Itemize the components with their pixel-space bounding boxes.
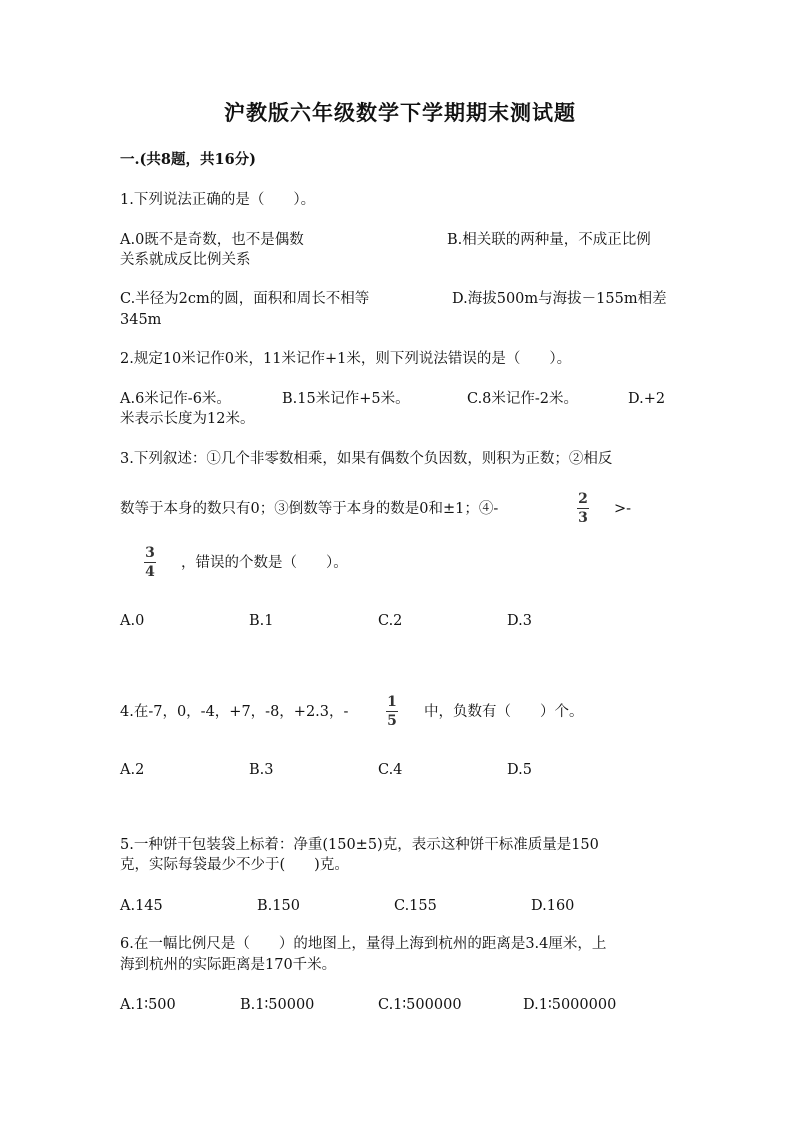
- option-d: D.海拔500m与海拔－155m相差: [452, 291, 667, 307]
- fraction-one-fifth: [382, 694, 402, 729]
- option-d: D.+2: [628, 391, 666, 407]
- option-c: C.半径为2cm的圆，面积和周长不相等: [120, 291, 370, 307]
- option-a: A.2: [120, 762, 145, 778]
- option-b: B.3: [249, 762, 274, 778]
- option-d: D.160: [531, 898, 575, 914]
- option-b: B.1: [249, 613, 274, 629]
- fraction-denominator: 5: [387, 713, 397, 729]
- question-stem-line2-tail: >-: [614, 501, 632, 517]
- fraction-numerator: 3: [145, 545, 155, 561]
- option-d-continuation: 345m: [120, 312, 162, 328]
- question-stem-tail: 中，负数有（ ）个。: [424, 704, 584, 720]
- question-stem-line1: 3.下列叙述：①几个非零数相乘，如果有偶数个负因数，则积为正数；②相反: [120, 451, 613, 467]
- question-stem: 2.规定10米记作0米，11米记作+1米，则下列说法错误的是（ ）。: [120, 351, 572, 367]
- question-stem-line2: 海到杭州的实际距离是170千米。: [120, 957, 337, 973]
- question-stem-line3: ，错误的个数是（ ）。: [181, 555, 348, 571]
- question-stem-line1: 6.在一幅比例尺是（ ）的地图上，量得上海到杭州的距离是3.4厘米，上: [120, 936, 607, 952]
- option-c: C.8米记作-2米。: [467, 391, 579, 407]
- question-stem: 1.下列说法正确的是（ ）。: [120, 192, 316, 208]
- fraction-bar: [144, 562, 156, 563]
- fraction-bar: [577, 508, 589, 509]
- question-stem-line1: 5.一种饼干包装袋上标着：净重(150±5)克，表示这种饼干标准质量是150: [120, 837, 599, 853]
- fraction-three-quarters: [140, 545, 160, 580]
- option-c: C.4: [378, 762, 403, 778]
- fraction-two-thirds: [573, 491, 593, 526]
- option-b: B.1∶50000: [240, 997, 315, 1013]
- option-c: C.155: [394, 898, 437, 914]
- option-a: A.1∶500: [120, 997, 176, 1013]
- fraction-denominator: 3: [578, 510, 588, 526]
- page-title: 沪教版六年级数学下学期期末测试题: [224, 100, 576, 125]
- option-b: B.150: [257, 898, 300, 914]
- question-stem-line2: 克，实际每袋最少不少于( )克。: [120, 857, 349, 873]
- option-d: D.1∶5000000: [523, 997, 617, 1013]
- option-a: A.6米记作-6米。: [120, 391, 231, 407]
- fraction-bar: [386, 711, 398, 712]
- fraction-denominator: 4: [145, 564, 155, 580]
- option-c: C.2: [378, 613, 403, 629]
- fraction-numerator: 1: [387, 694, 397, 710]
- section-heading: 一.(共8题，共16分): [120, 151, 257, 168]
- option-b: B.15米记作+5米。: [282, 391, 410, 407]
- option-b: B.相关联的两种量，不成正比例: [447, 232, 651, 248]
- option-d: D.3: [507, 613, 532, 629]
- option-c: C.1∶500000: [378, 997, 462, 1013]
- option-a: A.145: [120, 898, 163, 914]
- question-stem-line2: 数等于本身的数只有0；③倒数等于本身的数是0和±1；④-: [120, 501, 499, 517]
- option-b-continuation: 关系就成反比例关系: [120, 252, 251, 268]
- option-a: A.0既不是奇数，也不是偶数: [120, 232, 304, 248]
- question-stem: 4.在-7，0，-4，+7，-8，+2.3，-: [120, 704, 349, 720]
- option-d: D.5: [507, 762, 532, 778]
- option-a: A.0: [120, 613, 145, 629]
- option-d-continuation: 米表示长度为12米。: [120, 411, 255, 427]
- fraction-numerator: 2: [578, 491, 588, 507]
